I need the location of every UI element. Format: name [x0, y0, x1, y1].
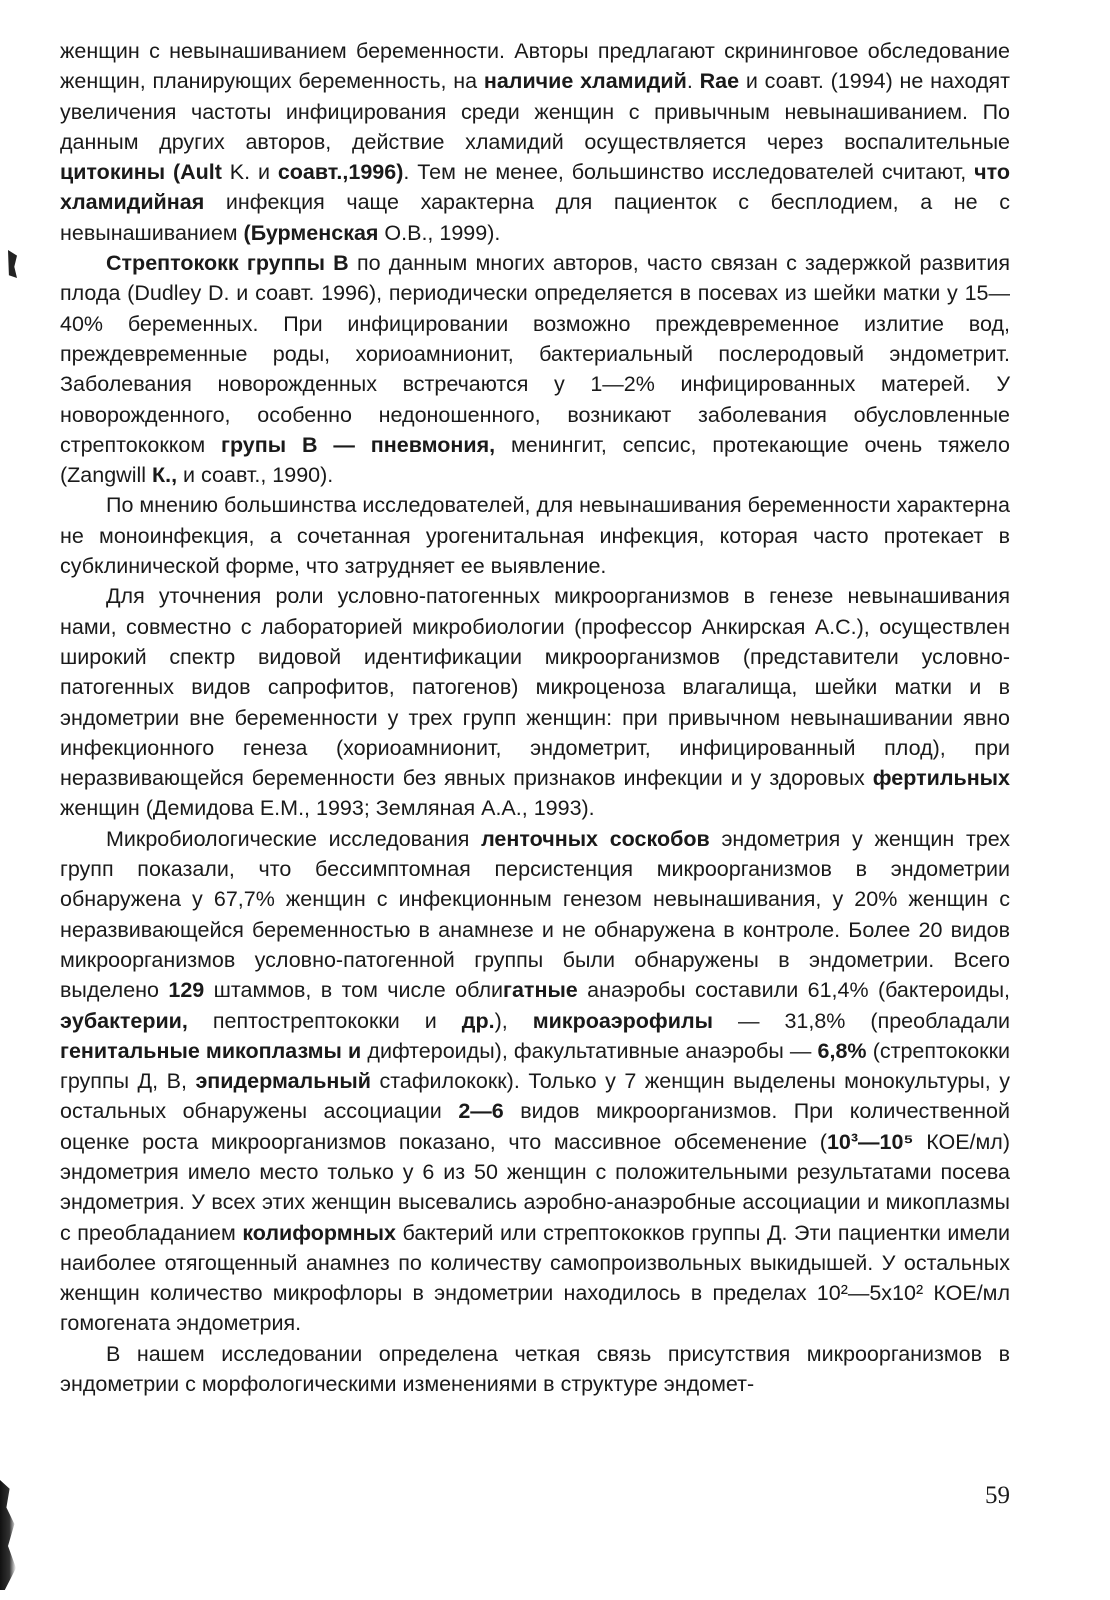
page-number: 59 — [985, 1482, 1010, 1509]
paragraph — [60, 1339, 1010, 1400]
bold-text-segment: групы В — пневмония, — [221, 432, 496, 457]
text-segment: стафилококк). Только у 7 женщин выделены монокультуры, у остальных обнаружены ассоциации — [60, 1069, 1010, 1124]
bold-text-segment: генитальные микоплазмы и — [60, 1038, 362, 1063]
text-segment: В нашем исследовании определена четкая связь присутствия микроорганизмов в эндометрии с морфологическими изменениями в структуре эндомет- — [60, 1341, 1010, 1397]
bold-text-segment: колиформных — [242, 1220, 396, 1245]
page-body-text — [60, 36, 1010, 1399]
bold-text-segment: эубактерии, — [60, 1008, 188, 1033]
bold-text-segment: 129 — [168, 978, 205, 1003]
bold-text-segment: 6,8% — [817, 1038, 867, 1063]
text-segment: КОЕ/мл) эндометрия имело место только у 6 из 50 женщин с положительными результатами посева эндометрия. У всех этих женщин высевались аэробно-анаэробные ассоциации и микоплазмы с преобладанием — [60, 1129, 1010, 1245]
text-segment: — 31,8% (преобладали — [712, 1008, 1010, 1033]
text-segment: менингит, сепсис, протекающие очень тяжело (Zangwill — [60, 432, 1010, 488]
text-segment: женщин с невынашиванием беременности. Авторы предлагают скрининговое обследование женщин, планирующих беременность, на — [60, 39, 1010, 94]
text-segment: О.В., 1999). — [378, 220, 501, 245]
bold-text-segment: гатные — [503, 978, 578, 1003]
text-segment: Микробиологические исследования — [106, 826, 482, 851]
scan-artifact-edge — [0, 1480, 16, 1590]
text-segment: штаммов, в том числе обли — [204, 978, 504, 1003]
text-segment: По мнению большинства исследователей, для невынашивания беременности характерна не моноинфекция, а сочетанная урогенитальная инфекция, которая часто протекает в субклинической форме, что затрудняет ее выявление. — [60, 493, 1010, 579]
text-segment: и соавт., 1990). — [177, 463, 334, 488]
bold-text-segment: ленточных соскобов — [481, 826, 710, 851]
paragraph — [60, 248, 1010, 490]
text-segment: пептострептококки и — [187, 1008, 462, 1033]
text-segment: инфекция чаще характерна для пациенток с бесплодием, а не с невынашиванием — [60, 190, 1010, 245]
scan-artifact-mark — [8, 250, 17, 278]
text-segment: K. и — [221, 160, 278, 185]
text-segment: дифтероиды), факультативные анаэробы — — [361, 1038, 818, 1063]
bold-text-segment: цитокины (Ault — [60, 160, 222, 185]
bold-text-segment: 2—6 — [458, 1099, 504, 1124]
bold-text-segment: 10³—10⁵ — [826, 1129, 914, 1154]
bold-text-segment: что хламидийная — [60, 160, 1010, 215]
text-segment: и соавт. (1994) не находят увеличения частоты инфицирования среди женщин с привычным невынашиванием. По данным других авторов, действие хламидий осуществляется через воспалительные — [60, 69, 1010, 154]
text-segment: бактерий или стрептококков группы Д. Эти пациентки имели наиболее отягощенный анамнез по количеству самопроизвольных выкидышей. У остальных женщин количество микрофлоры в эндометрии находилось в пределах 10²—5х10² КОЕ/мл гомогената эндометрия. — [60, 1220, 1011, 1336]
text-segment: ), — [494, 1008, 533, 1033]
text-segment: анаэробы составили 61,4% (бактероиды, — [577, 978, 1010, 1003]
bold-text-segment: наличие хламидий — [483, 69, 687, 94]
bold-text-segment: Rae — [699, 69, 740, 94]
paragraph — [60, 490, 1010, 581]
bold-text-segment: фертильных — [872, 766, 1010, 791]
bold-text-segment: (Бурменская — [243, 220, 379, 245]
bold-text-segment: Стрептококк группы В — [106, 251, 349, 276]
paragraph — [60, 581, 1010, 823]
bold-text-segment: др. — [461, 1008, 495, 1033]
bold-text-segment: К., — [152, 463, 178, 488]
paragraph — [60, 824, 1010, 1339]
text-segment: Для уточнения роли условно-патогенных микроорганизмов в генезе невынашивания нами, совместно с лабораторией микробиологии (профессор Анкирская А.С.), осуществлен широкий спектр видовой идентификации микроорганизмов (представители условно-патогенных видов сапрофитов, патогенов) микроценоза влагалища, шейки матки и в эндометрии вне беременности у трех групп женщин: при привычном невынашивании явно инфекционного генеза (хориоамнионит, эндометрит, инфицированный плод), при неразвивающейся беременности без явных признаков инфекции и у здоровых — [60, 584, 1010, 791]
paragraph — [60, 36, 1010, 248]
text-segment: женщин (Демидова Е.М., 1993; Земляная А.А., 1993). — [60, 796, 595, 821]
bold-text-segment: эпидермальный — [195, 1069, 371, 1094]
text-segment: . — [686, 69, 700, 94]
text-segment: по данным многих авторов, часто связан с задержкой развития плода (Dudley D. и соавт. 1996), периодически определяется в посевах из шейки матки у 15—40% беременных. При инфицировании возможно преждевременное излитие вод, преждевременные роды, хориоамнионит, бактериальный послеродовый эндометрит. Заболевания новорожденных встречаются у 1—2% инфицированных матерей. У новорожденного, особенно недоношенного, возникают заболевания обусловленные стрептококком — [60, 251, 1010, 457]
text-segment: видов микроорганизмов. При количественной оценке роста микроорганизмов показано, что массивное обсеменение ( — [60, 1099, 1010, 1154]
text-segment: . Тем не менее, большинство исследователей считают, — [403, 160, 975, 185]
text-segment: эндометрия у женщин трех групп показали, что бессимптомная персистенция микроорганизмов в эндометрии обнаружена у 67,7% женщин с инфекционным генезом невынашивания, у 20% женщин с неразвивающейся беременностью в анамнезе и не обнаружена в контроле. Более 20 видов микроорганизмов условно-патогенной группы были обнаружены в эндометрии. Всего выделено — [60, 826, 1010, 1003]
bold-text-segment: соавт.,1996) — [277, 160, 404, 185]
bold-text-segment: микроаэрофилы — [532, 1008, 713, 1033]
text-segment: (стрептококки группы Д, В, — [60, 1038, 1010, 1094]
